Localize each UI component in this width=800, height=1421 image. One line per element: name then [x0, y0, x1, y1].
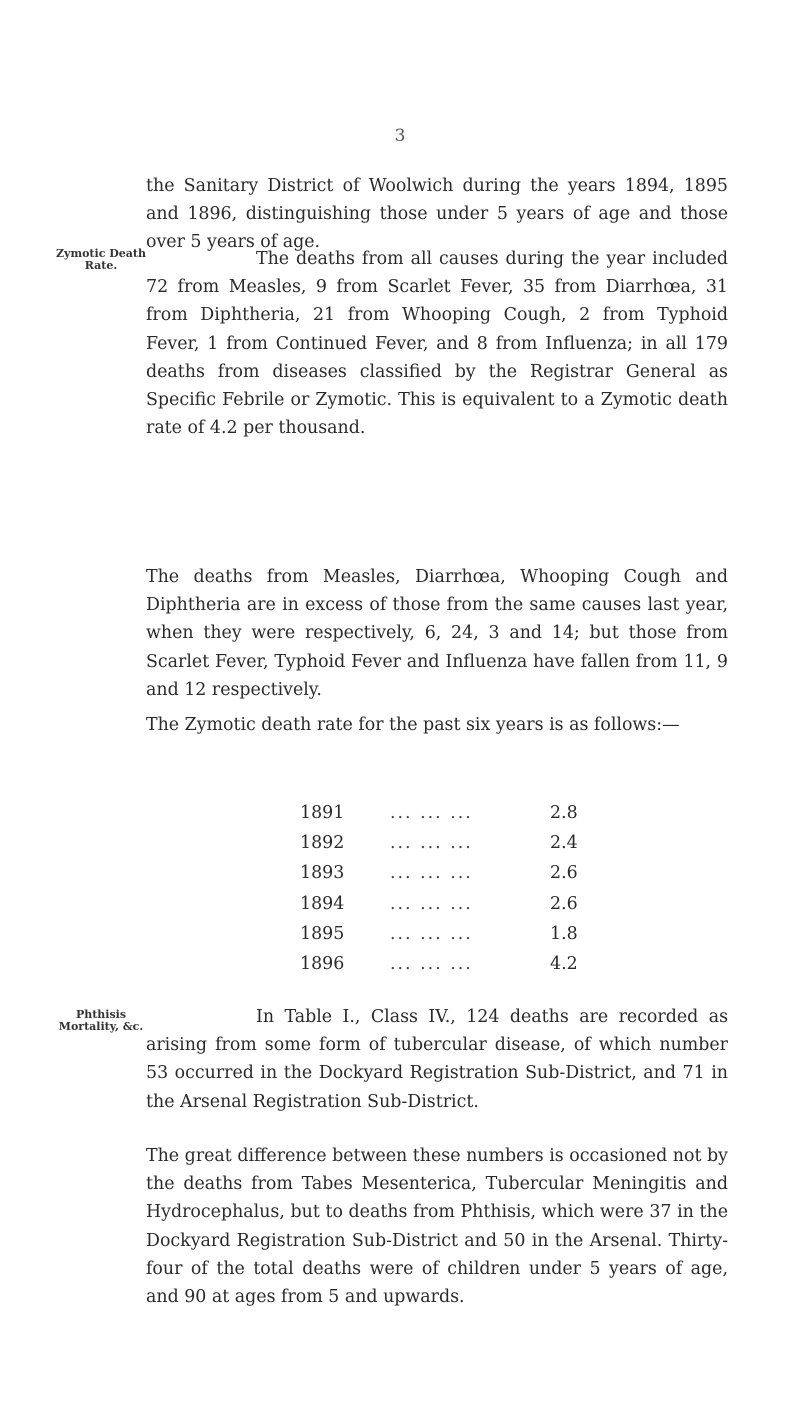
- paragraph-intro: the Sanitary District of Woolwich during the years 1894, 1895 and 1896, distinguishing those under 5 years of age and those over 5 years of age.: [146, 176, 728, 253]
- table-year: 1892: [300, 833, 345, 854]
- table-year: 1896: [300, 954, 345, 975]
- paragraph-zymotic-deaths-text: The deaths from all causes during the year included 72 from Measles, 9 from Scarlet Fever, 35 from Diarrhœa, 31 from Diphtheria, 21 from Whooping Cough, 2 from Typhoid Fever, 1 from Continued Fever, and 8 from Influenza; in all 179 deaths from diseases classified by the Registrar General as Specific Febrile or Zymotic. This is equivalent to a Zymotic death rate of 4.2 per thousand.: [146, 249, 728, 439]
- margin-note-phthisis: Phthisis Mortality, &c.: [58, 1008, 144, 1033]
- table-year: 1891: [300, 803, 345, 824]
- table-year: 1893: [300, 863, 345, 884]
- table-leader: ... ... ...: [390, 833, 473, 854]
- table-leader: ... ... ...: [390, 954, 473, 975]
- table-row: [300, 919, 660, 949]
- table-rate: 2.6: [550, 863, 578, 884]
- table-leader: ... ... ...: [390, 803, 473, 824]
- paragraph-phthisis-detail: The great difference between these numbers is occasioned not by the deaths from Tabes Mesenterica, Tubercular Meningitis and Hydrocephalus, but to deaths from Phthisis, which were 37 in the Dockyard Registration Sub-District and 50 in the Arsenal. Thirty-four of the total deaths were of children under 5 years of age, and 90 at ages from 5 and upwards.: [146, 1146, 728, 1308]
- table-row: [300, 949, 660, 979]
- table-year: 1895: [300, 923, 345, 944]
- table-row: [300, 858, 660, 888]
- paragraph-zymotic-deaths: [146, 245, 728, 442]
- table-rate: 2.4: [550, 833, 578, 854]
- table-rate: 4.2: [550, 954, 578, 975]
- table-year: 1894: [300, 893, 345, 914]
- table-leader: ... ... ...: [390, 893, 473, 914]
- table-leader: ... ... ...: [390, 923, 473, 944]
- page-number: 3: [394, 126, 406, 146]
- table-leader: ... ... ...: [390, 863, 473, 884]
- table-rate: 1.8: [550, 923, 578, 944]
- paragraph-table-intro: The Zymotic death rate for the past six years is as follows:—: [146, 715, 680, 735]
- zymotic-rate-table: [300, 798, 660, 979]
- table-row: [300, 798, 660, 828]
- table-rate: 2.6: [550, 893, 578, 914]
- paragraph-comparison: The deaths from Measles, Diarrhœa, Whooping Cough and Diphtheria are in excess of those from the same causes last year, when they were respectively, 6, 24, 3 and 14; but those from Scarlet Fever, Typhoid Fever and Influenza have fallen from 11, 9 and 12 respectively.: [146, 567, 728, 700]
- table-rate: 2.8: [550, 803, 578, 824]
- paragraph-tubercular: In Table I., Class IV., 124 deaths are recorded as arising from some form of tubercular disease, of which number 53 occurred in the Dockyard Registration Sub-District, and 71 in the Arsenal Registration Sub-District.: [146, 1007, 728, 1112]
- margin-note-zymotic: Zymotic Death Rate.: [56, 247, 146, 272]
- table-row: [300, 828, 660, 858]
- table-row: [300, 889, 660, 919]
